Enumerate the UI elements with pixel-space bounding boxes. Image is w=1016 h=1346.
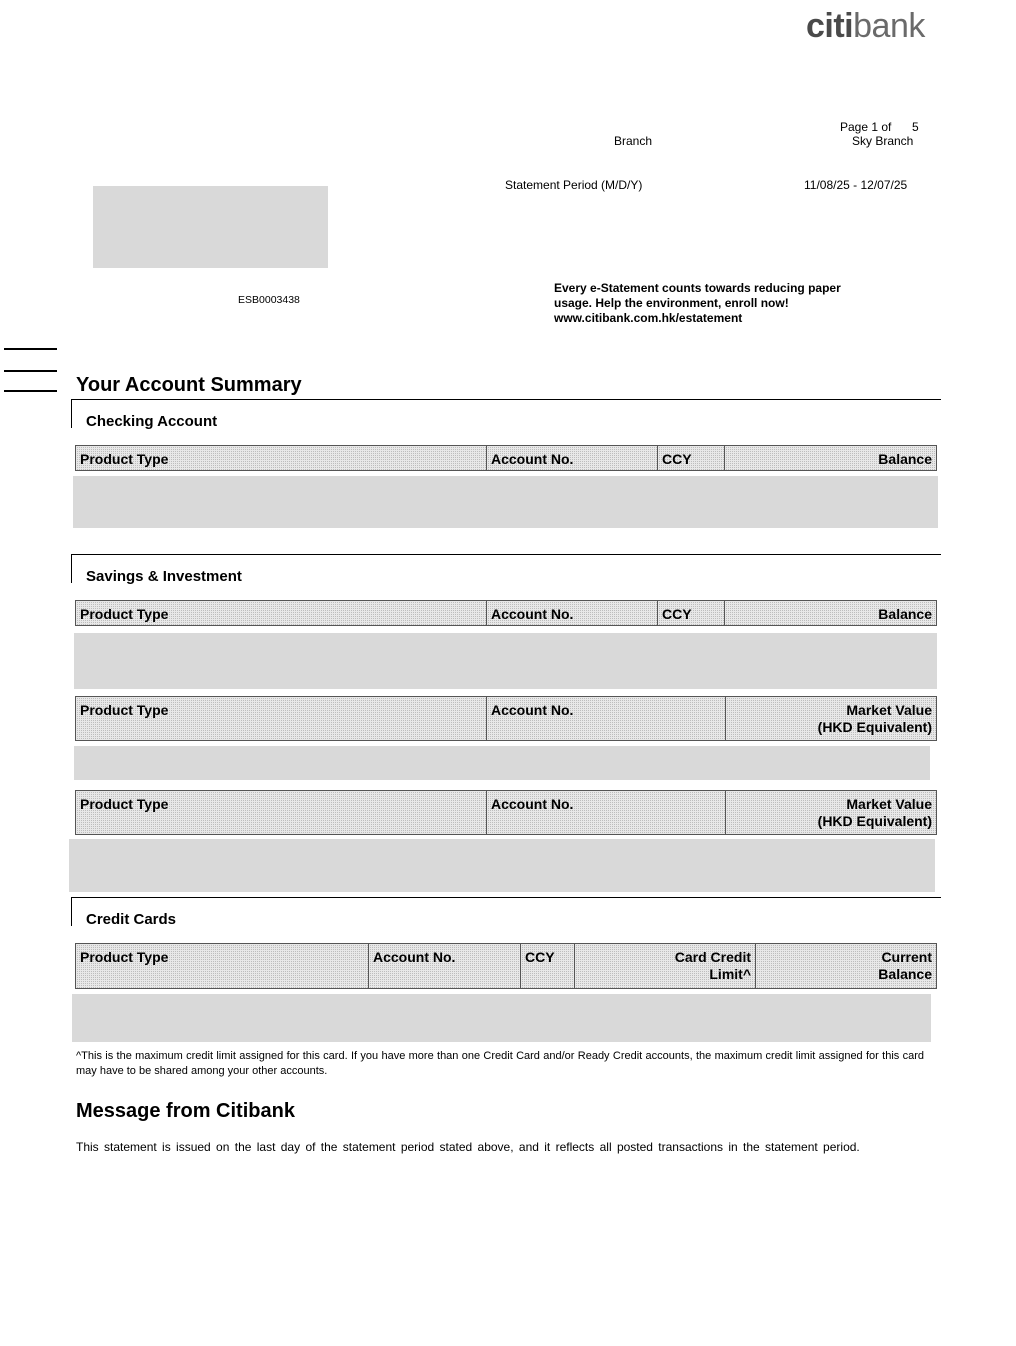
- statement-period-value: 11/08/25 - 12/07/25: [804, 178, 908, 192]
- col-ccy: CCY: [521, 944, 575, 989]
- promo-line-2: usage. Help the environment, enroll now!: [554, 296, 789, 310]
- redacted-address: [93, 186, 328, 268]
- col-product-type: Product Type: [76, 944, 369, 989]
- redacted-savings-rows: [74, 633, 937, 689]
- citibank-logo: [806, 6, 925, 46]
- margin-mark: [4, 370, 57, 372]
- col-market-value: [726, 791, 937, 835]
- savings-header-row: [75, 600, 937, 626]
- col-market-value-line2: (HKD Equivalent): [817, 813, 932, 829]
- redacted-investment-b-rows: [69, 839, 935, 892]
- page-total: 5: [912, 120, 919, 134]
- col-account-no: Account No.: [487, 446, 658, 471]
- col-card-credit-limit: [575, 944, 756, 989]
- branch-label: Branch: [614, 134, 653, 148]
- checking-title: Checking Account: [86, 413, 218, 430]
- logo-citi: citi: [806, 7, 854, 45]
- promo-line-1: Every e-Statement counts towards reducing paper: [554, 281, 841, 295]
- statement-period-label: Statement Period (M/D/Y): [505, 178, 643, 192]
- col-market-value-line1: Market Value: [846, 796, 932, 812]
- reference-code: ESB0003438: [238, 294, 300, 306]
- col-card-credit-line1: Card Credit: [674, 949, 751, 965]
- checking-header-row: [75, 445, 937, 471]
- col-product-type: Product Type: [76, 601, 487, 626]
- credit-cards-title: Credit Cards: [86, 911, 177, 928]
- investment-a-header-row: [75, 696, 937, 741]
- col-product-type: Product Type: [76, 697, 487, 741]
- col-balance: Balance: [725, 446, 937, 471]
- col-current-balance: [756, 944, 937, 989]
- page-label: Page 1 of: [840, 120, 892, 134]
- col-market-value-line1: Market Value: [846, 702, 932, 718]
- investment-b-header-row: [75, 790, 937, 835]
- credit-limit-footnote: ^This is the maximum credit limit assigned for this card. If you have more than one Credit Card and/or Ready Credit accounts, the maximum credit limit assigned for this card may have to be shared among your other accounts.: [76, 1050, 924, 1077]
- promo-url: www.citibank.com.hk/estatement: [554, 311, 743, 325]
- margin-mark: [4, 390, 57, 392]
- col-account-no: Account No.: [369, 944, 521, 989]
- col-market-value: [726, 697, 937, 741]
- credit-cards-section-frame: [71, 897, 941, 926]
- col-current-balance-line1: Current: [881, 949, 932, 965]
- col-product-type: Product Type: [76, 791, 487, 835]
- col-card-credit-line2: Limit^: [709, 966, 751, 982]
- message-title: Message from Citibank: [76, 1100, 295, 1122]
- col-account-no: Account No.: [487, 697, 726, 741]
- col-ccy: CCY: [658, 601, 725, 626]
- col-market-value-line2: (HKD Equivalent): [817, 719, 932, 735]
- credit-cards-header-row: [75, 943, 937, 989]
- col-current-balance-line2: Balance: [878, 966, 932, 982]
- redacted-credit-card-rows: [72, 994, 931, 1042]
- col-ccy: CCY: [658, 446, 725, 471]
- col-product-type: Product Type: [76, 446, 487, 471]
- col-account-no: Account No.: [487, 601, 658, 626]
- redacted-checking-rows: [73, 476, 938, 528]
- logo-bank: bank: [853, 7, 925, 45]
- estatement-promo: [554, 281, 854, 326]
- savings-title: Savings & Investment: [86, 568, 242, 585]
- account-summary-title: Your Account Summary: [76, 374, 302, 396]
- margin-mark: [4, 348, 57, 350]
- message-body: This statement is issued on the last day of the statement period stated above, and it reflects all posted transactions in the statement period.: [76, 1140, 860, 1154]
- col-account-no: Account No.: [487, 791, 726, 835]
- branch-value: Sky Branch: [852, 134, 914, 148]
- redacted-investment-a-rows: [74, 746, 930, 780]
- col-balance: Balance: [725, 601, 937, 626]
